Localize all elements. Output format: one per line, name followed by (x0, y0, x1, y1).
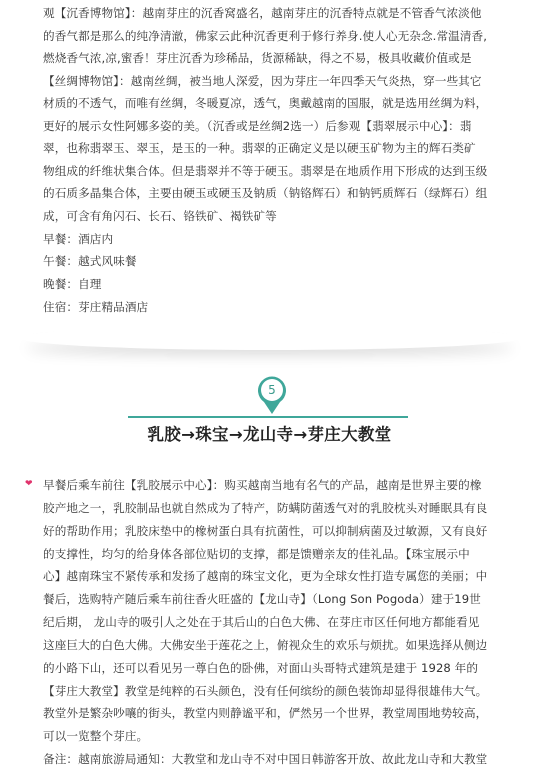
paragraph-line: 胶产地之一，乳胶制品也就自然成为了特产，防螨防菌透气对的乳胶枕头对睡眠具有良 (43, 501, 488, 515)
paragraph-line: 可以一览整个芽庄。 (43, 729, 149, 743)
card-bottom-shadow (20, 326, 520, 350)
paragraph-line: 燃烧香气浓,凉,蜜香！芽庄沉香为珍稀品，货源稀缺，得之不易，极具收藏价值或是 (43, 51, 472, 65)
day-title: 乳胶→珠宝→龙山寺→芽庄大教堂 (147, 425, 392, 444)
paragraph-line: 更好的展示女性阿娜多姿的美。（沉香或是丝绸2选一）后参观【翡翠展示中心】：翡 (43, 119, 472, 133)
paragraph-line: 备注：越南旅游局通知：大教堂和龙山寺不对中国日韩游客开放、故此龙山寺和大教堂 (43, 752, 488, 766)
paragraph-line: 的香气都是那么的纯净清澈，佛家云此种沉香更利于修行养身.使人心无杂念.常温清香, (43, 29, 488, 43)
heart-icon: ❤ (25, 479, 33, 489)
day-number-marker (254, 372, 290, 416)
paragraph-line: 早餐后乘车前往【乳胶展示中心】：购买越南当地有名气的产品，越南是世界主要的橡 (43, 478, 482, 492)
paragraph-line: 心】越南珠宝不紧传承和发扬了越南的珠宝文化，更为全球女性打造专属您的美丽；中 (43, 569, 488, 583)
paragraph-line: 物组成的纤维状集合体。但是翡翠并不等于硬玉。翡翠是在地质作用下形成的达到玉级 (43, 164, 488, 178)
paragraph-line: 翠，也称翡翠玉、翠玉，是玉的一种。翡翠的正确定义是以硬玉矿物为主的辉石类矿 (43, 141, 476, 155)
breakfast-info: 早餐：酒店内 (43, 232, 114, 246)
paragraph-line: 成，可含有角闪石、长石、铬铁矿、褐铁矿等 (43, 209, 277, 223)
paragraph-line: 的石质多晶集合体，主要由硬玉或硬玉及钠质（钠铬辉石）和钠钙质辉石（绿辉石）组 (43, 186, 488, 200)
paragraph-line: 这座巨大的白色大佛。大佛安坐于莲花之上，俯视众生的欢乐与烦扰。如果选择从侧边 (43, 638, 488, 652)
title-divider (128, 416, 408, 418)
day-number: 5 (268, 383, 276, 397)
paragraph-line: 【丝绸博物馆】：越南丝绸，被当地人深爱，因为芽庄一年四季天气炎热，穿一些其它 (43, 74, 482, 88)
day-4-card (0, 0, 539, 340)
paragraph-line: 的小路下山，还可以看见另一尊白色的卧佛，对面山头哥特式建筑是建于 1928 年的 (43, 661, 479, 675)
paragraph-line: 餐后，选购特产随后乘车前往香火旺盛的【龙山寺】（Long Son Pogoda）建于19世 (43, 592, 481, 606)
paragraph-line: 观【沉香博物馆】：越南芽庄的沉香窝盛名，越南芽庄的沉香特点就是不管香气浓淡他 (43, 6, 482, 20)
paragraph-line: 好的帮助作用；乳胶床垫中的橡树蛋白具有抗菌性，可以抑制病菌及过敏源，又有良好 (43, 524, 488, 538)
paragraph-line: 教堂外是繁杂吵嚷的街头，教堂内则静谧平和，俨然另一个世界，教堂周围地势较高， (43, 706, 488, 720)
dinner-info: 晚餐：自理 (43, 277, 102, 291)
accommodation-info: 住宿：芽庄精品酒店 (43, 300, 149, 314)
paragraph-line: 【芽庄大教堂】教堂是纯粹的石头颜色，没有任何缤纷的颜色装饰却显得很雄伟大气。 (43, 684, 488, 698)
paragraph-line: 纪后期， 龙山寺的吸引人之处在于其后山的白色大佛、在芽庄市区任何地方都能看见 (43, 615, 480, 629)
paragraph-line: 材质的不透气，而唯有丝绸，冬暖夏凉，透气，奥戴越南的国服，就是选用丝绸为料， (43, 96, 488, 110)
paragraph-line: 的支撑性，均匀的给身体各部位贴切的支撑，都是馈赠亲友的佳礼品。【珠宝展示中 (43, 547, 470, 561)
lunch-info: 午餐：越式风味餐 (43, 254, 137, 268)
